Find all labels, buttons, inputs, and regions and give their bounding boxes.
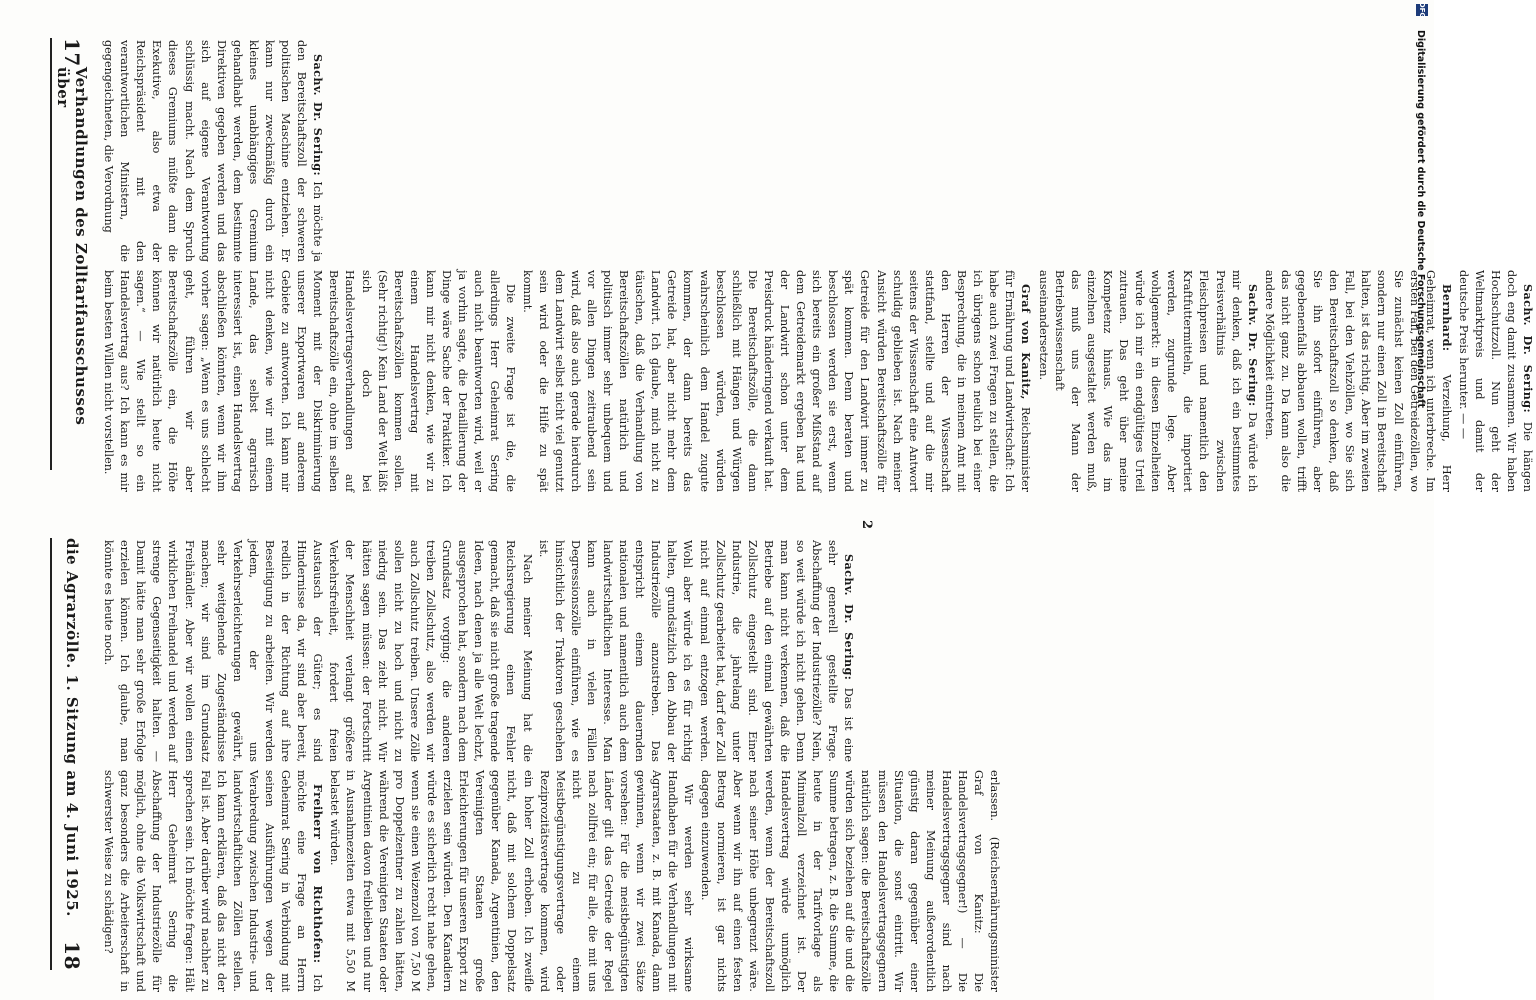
page-number-17: 17 [60, 38, 84, 67]
paragraph: Graf von Kanitz, Reichsminister für Ernährung und Landwirtschaft: Ich habe auch zwei Fragen zu stellen, die ich übrigens schon neulich bei einer Besprechung, die in meinem Amt mit den Herren der Wissenschaft stattfand, stellte und auf die mir seitens der Wissenschaft eine Antwort schuldig geblieben ist. Nach meiner Ansicht würden Bereitschaftszölle für Getreide für den Landwirt immer zu spät kommen. Denn beraten und beschlossen werden sie erst, wenn sich bereits ein großer Mißstand auf dem Getreidemarkt ergeben hat und der Landwirt schon unter dem Preisdruck händeringend verkauft hat. Die Bereitschaftszölle, die dann schließlich mit Hängen und Würgen beschlossen würden, würden wahrscheinlich dem Handel zugute kommen, der dann bereits das Getreide hat, aber nicht mehr dem Landwirt. Ich glaube, mich nicht zu täuschen, daß die Verhandlung von Bereitschaftszöllen natürlich und politisch immer sehr unbequem und vor allen Dingen zeitraubend sein wird, daß also auch gerade hierdurch dem Landwirt selbst nicht viel genutzt sein wird oder die Hilfe zu spät kommt. [520, 270, 1034, 492]
left-page-column-2 [100, 40, 1434, 262]
speaker-name: Sachv. Dr. Sering: [311, 54, 326, 176]
paragraph: Sachv. Dr. Sering: Die hängen doch eng damit zusammen. Wir haben Hochschutzzoll. Nun geht der Weltmarktpreis und damit der deutsche Preis herunter. — — [1456, 270, 1536, 492]
right-page-column-1 [100, 770, 1434, 992]
speaker-name: Freiherr von Richthofen: [311, 784, 326, 964]
paragraph: Sachv. Dr. Sering: Da würde ich mir denken, daß ich ein bestimmtes Preisverhältnis zwischen Fleischpreisen und namentlich den Kraftfuttermitteln, die importiert werden, zugrunde lege. Aber wohlgemerkt: in diesen Einzelheiten würde ich mir ein endgültiges Urteil zutrauen. Das geht über meine Kompetenz hinaus. Wie das im einzelnen ausgestaltet werden muß, das muß uns der Mann der Betriebswissenschaft auseinandersetzen. [1036, 270, 1260, 492]
running-title-right: die Agrarzölle. 1. Sitzung am 4. Juni 1925. [63, 538, 81, 917]
signature-mark: 2 [859, 520, 874, 530]
paragraph: Bernhard: Verzeihung, Herr Geheimrat, wenn ich unterbreche. Im ersten Fall, bei den Getreidezöllen, wo Sie zunächst keinen Zoll einführen, sondern nur einen Zoll in Bereitschaft halten, ist das richtig. Aber im zweiten Fall, bei den Viehzöllen, wo Sie sich den Bereitschaftszoll so denken, daß Sie ihn sofort einführen, aber gegebenenfalls abbauen wollen, trifft das nicht ganz zu. Da kann also die andere Möglichkeit eintreten. [1262, 270, 1454, 492]
paragraph: Nach meiner Meinung hat die Reichsregierung einen Fehler gemacht, daß sie nicht große tragende Ideen, nach denen ja alle Welt lechzt, ausgesprochen hat, sondern nach dem Grundsatz vorging: die anderen treiben Zollschutz, also werden wir auch Zollschutz treiben. Unsere Zölle sollen nicht zu hoch und nicht zu niedrig sein. Das zieht nicht. Wir hätten sagen müssen: der Fortschritt der Menschheit verlangt größere Verkehrsfreiheit, fordert freien Austausch der Güter; es sind Hindernisse da, wir sind aber bereit, redlich in der Richtung auf ihre Beseitigung zu arbeiten. Wir werden jedem, der uns Verkehrserleichterungen gewährt, sehr weitgehende Zugeständnisse machen; wir sind im Grundsatz Freihändler. Aber wir wollen einen wirklichen Freihandel und werden auf strenge Gegenseitigkeit halten. — Damit hätte man sehr große Erfolge erzielen können. Ich glaube, man könnte es heute noch. [102, 540, 534, 762]
left-page-column-1 [100, 270, 1536, 492]
dfg-logo: DFG [1418, 1, 1426, 19]
paragraph: Wir werden sehr wirksame Handhaben für die Verhandlungen mit Agrarstaaten, z. B. mit Kanada, dann gewinnen, wenn wir zwei Sätze vorsehen: Für die meistbegünstigten Länder gilt das Getreide der Regel nach zollfrei ein; für alle, die mit uns nicht zu einem Meistbegünstigungsvertrage oder Reziprozitätsvertrage kommen, wird ein hoher Zoll erhoben. Ich zweifle nicht, daß mit solchem Doppelsatz gegenüber Kanada, Argentinien, den Vereinigten Staaten große Erleichterungen für unseren Export zu erzielen sein würden. Den Kanadiern würde es sicherlich recht nahe gehen, wenn sie einen Weizenzoll von 7,50 M pro Doppelzentner zu zahlen hätten, während die Vereinigten Staaten oder Argentinien davon freibleiben und nur in Ausnahmezeiten etwa mit 5,50 M belastet würden. [328, 770, 696, 992]
running-head-left [50, 38, 92, 470]
speaker-name: Graf von Kanitz, [1019, 284, 1034, 400]
paragraph: Sachv. Dr. Sering: Das ist eine sehr generell gestellte Frage. Abschaffung der Industriezölle? Nein, so weit würde ich nicht gehen. Denn man kann nicht verkennen, daß die Betriebe auf den einmal gewährten Zollschutz eingestellt sind. Einer Industrie, die jahrelang unter Zollschutz gearbeitet hat, darf der Zoll nicht auf einmal entzogen werden. Wohl aber würde ich es für richtig halten, grundsätzlich den Abbau der Industriezölle anzustreben. Das entspricht einem dauernden nationalen und namentlich auch dem landwirtschaftlichen Interesse. Man kann auch in vielen Fällen Degressionszölle einführen, wie es hinsichtlich der Traktoren geschehen ist. [536, 540, 857, 762]
running-head-right [50, 538, 92, 970]
speaker-name: Sachv. Dr. Sering: [842, 554, 857, 681]
speaker-name: Bernhard: [1439, 284, 1454, 352]
speaker-name: Sachv. Dr. Sering: [1245, 284, 1260, 407]
running-title-left: Verhandlungen des Zolltarifausschusses über [54, 66, 90, 426]
page-number-18: 18 [60, 941, 84, 970]
right-page-column-2 [100, 540, 1434, 762]
digitization-credit: Digitalisierung gefördert durch die Deutsche Forschungsgemeinschaft [1415, 30, 1426, 408]
paragraph: Sachv. Dr. Sering: Ich möchte ja den Bereitschaftszoll der schweren politischen Maschine entziehen. Er kann nur zweckmäßig durch ein kleines unabhängiges Gremium gehandhabt werden, dem bestimmte Direktiven gegeben werden und das sich auf eigene Verantwortung schlüssig macht. Nach dem Spruch dieses Gremiums müßte dann die Exekutive, also etwa der Reichspräsident mit den verantwortlichen Ministern, die gegengeichneten, die Verordnung [102, 40, 326, 262]
paragraph: Freiherr von Richthofen: Ich möchte eine Frage an Herrn Geheimrat Sering in Verbindung mit seinen Ausführungen wegen der Verabredung zwischen Industrie- und landwirtschaftlichen Zöllen stellen. Ich kann erklären, daß das nicht der Fall ist. Aber darüber wird nachher zu sprechen sein. Ich möchte fragen: Hält Herr Geheimrat Sering die Abschaffung der Industriezölle für möglich, ohne die Volkswirtschaft und ganz besonders die Arbeiterschaft in schwerster Weise zu schädigen? [102, 770, 326, 992]
paragraph: erlassen. (Reichsernährungsminister Graf von Kanitz: Die Handelsvertragsgegner!) — Die Handelsvertragsgegner sind nach meiner Meinung außerordentlich günstig daran gegenüber einer Situation, die sonst eintritt. Wir müssen den Handelsvertragsgegnern natürlich sagen: die Bereitschaftszölle würden sich beziehen auf die und die Summe betragen, z. B. die Summe, die heute in der Tarifvorlage als Minimalzoll verzeichnet ist. Der Handelsvertrag würde unmöglich werden, wenn der Bereitschaftszoll nach seiner Höhe unbegrenzt wäre. Aber wenn wir ihn auf einen festen Betrag normieren, ist gar nichts dagegen einzuwenden. [698, 770, 1002, 992]
page-18 [0, 500, 1434, 1000]
speaker-name: Sachv. Dr. Sering: [1521, 284, 1536, 414]
paragraph: Die zweite Frage ist die, die allerdings Herr Geheimrat Sering auch nicht beantworten wird, weil er ja vorhin sagte, die Detaillierung der Dinge wäre Sache der Praktiker. Ich kann mir nicht denken, wie wir zu einem Handelsvertrag mit Bereitschaftszöllen kommen sollen. (Sehr richtig!) Kein Land der Welt läßt sich doch bei Handelsvertragsverhandlungen auf Bereitschaftszölle ein, ohne im selben Moment mit der Diskriminierung unserer Exportwaren auf anderem Gebiete zu antworten. Ich kann mir nicht denken, wie wir mit einem Lande, das selbst agrarisch interessiert ist, einen Handelsvertrag abschließen könnten, wenn wir ihm vorher sagen: „Wenn es uns schlecht geht, führen wir aber Bereitschaftszölle ein, die Höhe können wir natürlich heute nicht sagen.“ — Wie stellt so ein Handelsvertrag aus? Ich kann es mir beim besten Willen nicht vorstellen. [102, 270, 518, 492]
